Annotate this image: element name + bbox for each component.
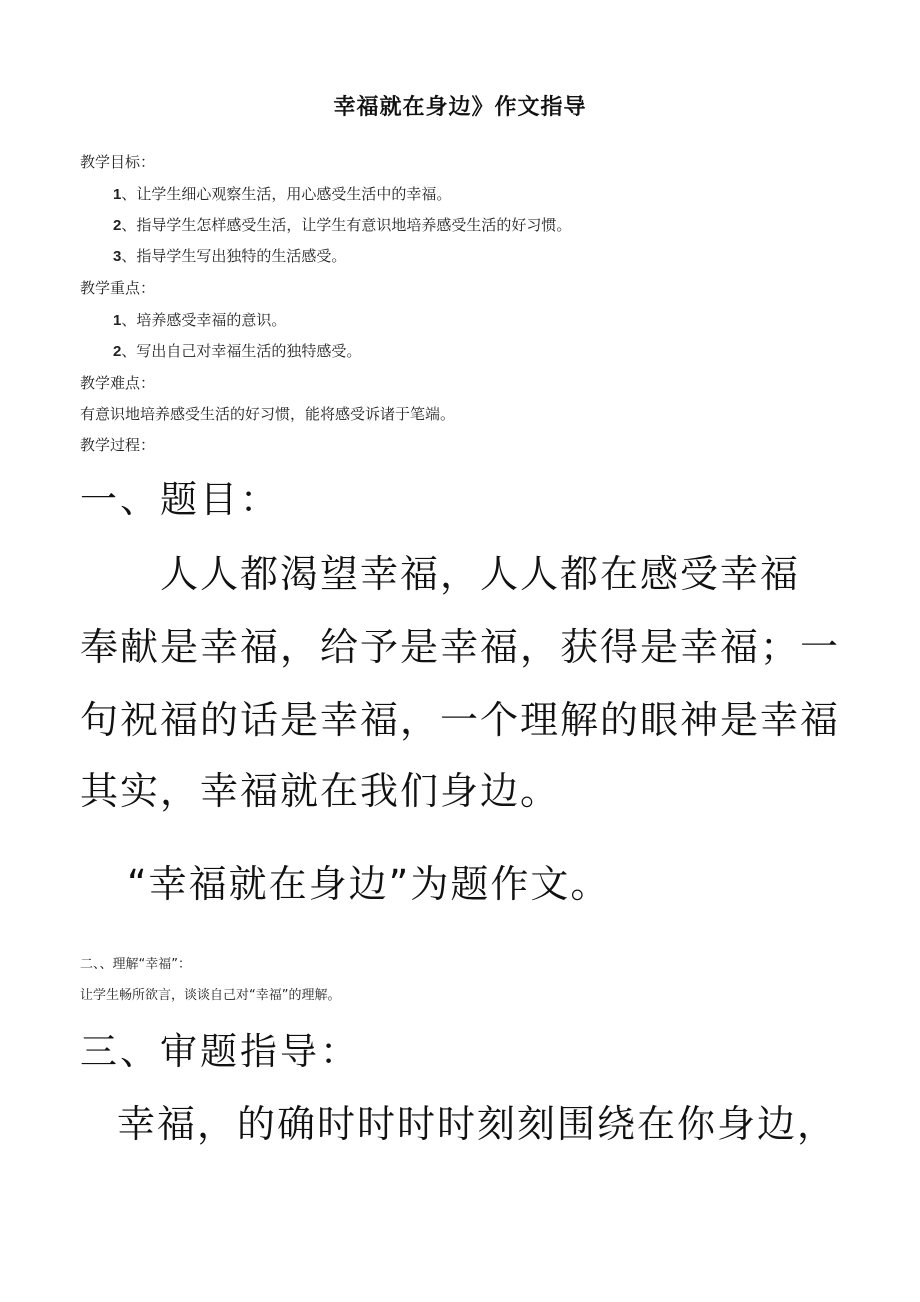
section-3-line: 幸福，的确时时时时刻刻围绕在你身边， (117, 1102, 838, 1146)
difficulties-text: 有意识地培养感受生活的好习惯，能将感受诉诸于笔端。 (80, 405, 456, 423)
section-3-heading: 三、审题指导： (80, 1030, 360, 1073)
objective-item (113, 218, 571, 233)
section-1-line: “幸福就在身边”为题作文。 (127, 862, 611, 906)
objective-number: 3 (113, 248, 122, 265)
objective-item (113, 187, 451, 202)
section-1-line: 句祝福的话是幸福，一个理解的眼神是幸福 (80, 698, 841, 742)
key-point-number: 2 (113, 343, 122, 360)
key-point-text: 、培养感受幸福的意识。 (121, 311, 287, 329)
section-1-line: 其实，幸福就在我们身边。 (80, 769, 561, 813)
section-1-line: 人人都渴望幸福，人人都在感受幸福 (160, 552, 801, 596)
objective-item (113, 249, 346, 264)
objective-text: 、让学生细心观察生活，用心感受生活中的幸福。 (121, 185, 452, 203)
section-1-heading: 一、题目： (80, 478, 280, 521)
key-points-label: 教学重点： (80, 279, 156, 297)
document-title: 幸福就在身边》作文指导 (333, 95, 587, 120)
key-point-item (113, 313, 286, 328)
key-point-item (113, 344, 361, 359)
section-2-heading: 二、、理解“幸福”： (80, 957, 191, 972)
key-point-number: 1 (113, 312, 122, 329)
objectives-label: 教学目标： (80, 153, 156, 171)
process-label: 教学过程： (80, 436, 156, 454)
objective-number: 2 (113, 217, 122, 234)
key-point-text: 、写出自己对幸福生活的独特感受。 (121, 342, 362, 360)
section-2-text: 让学生畅所欲言，谈谈自己对“幸福”的理解。 (80, 988, 341, 1003)
objective-number: 1 (113, 186, 122, 203)
section-1-line: 奉献是幸福，给予是幸福，获得是幸福；一 (80, 625, 841, 669)
objective-text: 、指导学生怎样感受生活，让学生有意识地培养感受生活的好习惯。 (121, 216, 572, 234)
difficulties-label: 教学难点： (80, 374, 156, 392)
objective-text: 、指导学生写出独特的生活感受。 (121, 247, 347, 265)
